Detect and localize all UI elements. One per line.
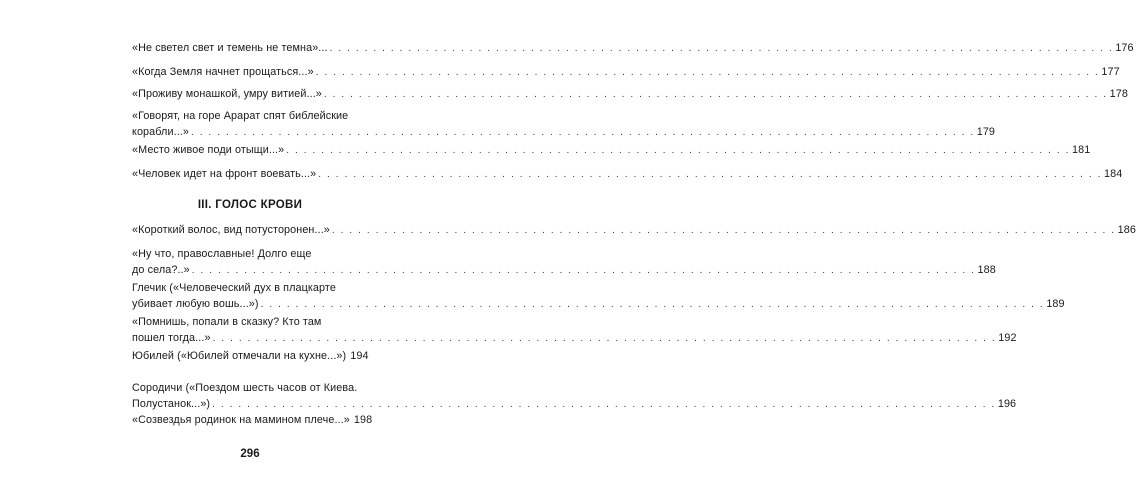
toc-entry-line xyxy=(132,262,996,279)
toc-page-number: 186 xyxy=(1117,224,1136,236)
toc-entry xyxy=(132,222,1136,239)
toc-entry xyxy=(132,40,1134,57)
dot-leader: . . . . . . . . . . . . . . . . . . . . . . . . . . . . . . . . . . . . . . . . . . . . . . . . . . . . . . . . . . . . . . . . . . . . . . . . . . . . . . . . . . . . . . . . . . xyxy=(331,225,1116,236)
toc-entry-line xyxy=(132,396,1017,413)
toc-page-number: 189 xyxy=(1046,298,1065,310)
toc-entry xyxy=(132,246,996,279)
toc-entry-line xyxy=(132,330,1017,347)
toc-page-number: 181 xyxy=(1071,144,1091,156)
dot-leader: . . . . . . . . . . . . . . . . . . . . . . . . . . . . . . . . . . . . . . . . . . . . . . . . . . . . . . . . . . . . . . . . . . . . . . . . . . . . . . . . . . . . . . . . . . xyxy=(286,145,1070,156)
toc-entry xyxy=(132,64,1120,81)
toc-entry-text: «Помнишь, попали в сказку? Кто там xyxy=(132,316,322,328)
toc-entry-line xyxy=(132,348,368,365)
toc-entry-line xyxy=(132,64,1120,81)
toc-page-number: 176 xyxy=(1115,42,1134,54)
toc-entry-text: «Ну что, православные! Долго еще xyxy=(132,248,312,260)
toc-page-number: 184 xyxy=(1104,168,1123,180)
toc-entry xyxy=(132,314,1017,347)
toc-entry xyxy=(132,380,1017,413)
dot-leader: . . . . . . . . . . . . . . . . . . . . . . . . . . . . . . . . . . . . . . . . . . . . . . . . . . . . . . . . . . . . . . . . . . . . . . . . . . . . . . . . . . . . . . . . . . xyxy=(212,333,997,344)
toc-page-number: 198 xyxy=(353,414,373,426)
toc-page-number: 194 xyxy=(350,350,369,362)
toc-entry-text: Юбилей («Юбилей отмечали на кухне...») xyxy=(132,350,347,362)
toc-page-number: 188 xyxy=(977,264,996,276)
toc-entry xyxy=(132,108,996,141)
dot-leader: . . . . . . . . . . . . . . . . . . . . . . . . . . . . . . . . . . . . . . . . . . . . . . . . . . . . . . . . . . . . . . . . . . . . . . . . . . . . . . . . . . . . . . . . . . xyxy=(260,299,1045,310)
toc-page-number: 178 xyxy=(1109,88,1128,100)
toc-entry xyxy=(132,142,1091,159)
toc-entry-line xyxy=(132,86,1128,103)
toc-entry-text: Глечик («Человеческий дух в плацкарте xyxy=(132,282,336,294)
toc-page-number: 196 xyxy=(997,398,1017,410)
dot-leader: . . . . . . . . . . . . . . . . . . . . . . . . . . . . . . . . . . . . . . . . . . . . . . . . . . . . . . . . . . . . . . . . . . . . . . . . . . . . . . . . . . . . . . . . . . xyxy=(191,127,975,138)
toc-entry-line xyxy=(132,222,1136,239)
dot-leader: . . . . . . . . . . . . . . . . . . . . . . . . . . . . . . . . . . . . . . . . . . . . . . . . . . . . . . . . . . . . . . . . . . . . . . . . . . . . . . . . . . . . . . . . . . xyxy=(191,265,976,276)
toc-entry-line xyxy=(132,142,1091,159)
toc-entry-text: Полустанок...») xyxy=(132,398,211,410)
toc-entry-text: «Говорят, на горе Арарат спят библейские xyxy=(132,110,349,122)
toc-entry-text: «Когда Земля начнет прощаться...» xyxy=(132,66,314,78)
toc-entry xyxy=(132,166,1123,183)
toc-entry-text: корабли...» xyxy=(132,126,189,138)
toc-entry xyxy=(132,86,1128,103)
toc-entry-text: «Человек идет на фронт воевать...» xyxy=(132,168,317,180)
toc-entry-text: Сородичи («Поездом шесть часов от Киева. xyxy=(132,382,358,394)
toc-entry-text: «Созвездья родинок на мамином плече...» xyxy=(132,414,350,426)
toc-entry-text: до села?..» xyxy=(132,264,190,276)
toc-page-number: 192 xyxy=(998,332,1017,344)
toc-entry-text: убивает любую вошь...») xyxy=(132,298,259,310)
dot-leader: . . . . . . . . . . . . . . . . . . . . . . . . . . . . . . . . . . . . . . . . . . . . . . . . . . . . . . . . . . . . . . . . . . . . . . . . . . . . . . . . . . . . . . . . . . xyxy=(329,43,1114,54)
toc-entry-line xyxy=(132,166,1123,183)
toc-entry-line xyxy=(132,296,1065,313)
toc-entry-text: «Проживу монашкой, умру витией...» xyxy=(132,88,322,100)
toc-entry-line xyxy=(132,412,373,429)
toc-entry-text: «Место живое поди отыщи...» xyxy=(132,144,285,156)
toc-entry xyxy=(132,280,1065,313)
toc-page-number: 179 xyxy=(976,126,996,138)
toc-page-number: 177 xyxy=(1101,66,1120,78)
toc-entry-line xyxy=(132,124,996,141)
dot-leader: . . . . . . . . . . . . . . . . . . . . . . . . . . . . . . . . . . . . . . . . . . . . . . . . . . . . . . . . . . . . . . . . . . . . . . . . . . . . . . . . . . . . . . . . . . xyxy=(212,399,996,410)
toc-entry xyxy=(132,348,368,365)
toc-entry-line xyxy=(132,40,1134,57)
dot-leader: . . . . . . . . . . . . . . . . . . . . . . . . . . . . . . . . . . . . . . . . . . . . . . . . . . . . . . . . . . . . . . . . . . . . . . . . . . . . . . . . . . . . . . . . . . xyxy=(315,67,1100,78)
toc-entry-text: пошел тогда...» xyxy=(132,332,211,344)
dot-leader: . . . . . . . . . . . . . . . . . . . . . . . . . . . . . . . . . . . . . . . . . . . . . . . . . . . . . . . . . . . . . . . . . . . . . . . . . . . . . . . . . . . . . . . . . . xyxy=(318,169,1103,180)
dot-leader: . . . . . . . . . . . . . . . . . . . . . . . . . . . . . . . . . . . . . . . . . . . . . . . . . . . . . . . . . . . . . . . . . . . . . . . . . . . . . . . . . . . . . . . . . . xyxy=(323,89,1108,100)
toc-entry xyxy=(132,412,373,429)
page-number: 296 xyxy=(240,448,260,460)
toc-entry-text: «Не светел свет и темень не темна»... xyxy=(132,42,328,54)
toc-entry-text: «Короткий волос, вид потусторонен...» xyxy=(132,224,330,236)
section-heading: III. ГОЛОС КРОВИ xyxy=(197,199,303,211)
